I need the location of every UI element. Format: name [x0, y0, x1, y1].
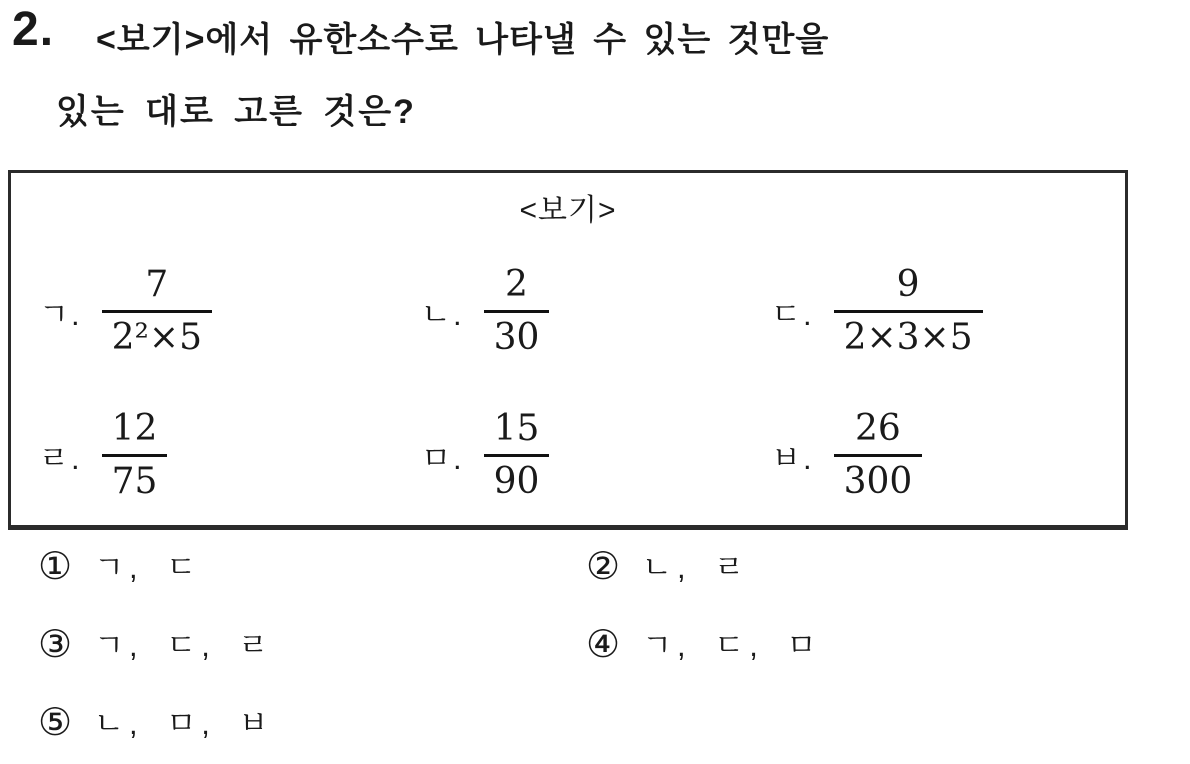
bogi-item-n	[421, 264, 771, 358]
choice-1-marker: ①	[38, 546, 73, 588]
bogi-item-m	[421, 408, 771, 502]
choice-4-marker: ④	[586, 624, 621, 666]
question-text-line2: 있는 대로 고른 것은?	[56, 93, 416, 131]
answer-choices	[38, 548, 1038, 742]
choice-3	[38, 626, 586, 664]
fraction-numerator: 9	[896, 264, 920, 306]
bogi-item-g	[11, 264, 421, 358]
choice-4	[586, 626, 1038, 664]
fraction-denominator: 75	[111, 460, 158, 502]
fraction	[484, 408, 550, 502]
fraction	[102, 264, 212, 358]
fraction	[834, 264, 983, 358]
bogi-item-b	[771, 408, 1125, 502]
choice-2-marker: ②	[586, 546, 621, 588]
item-label: ㄹ.	[39, 440, 82, 476]
question-text-line1: <보기>에서 유한소수로 나타낼 수 있는 것만을	[96, 21, 830, 59]
choice-3-marker: ③	[38, 624, 73, 666]
bogi-item-d	[771, 264, 1125, 358]
fraction-numerator: 15	[493, 408, 540, 450]
item-label: ㅂ.	[771, 440, 814, 476]
choice-5-marker: ⑤	[38, 702, 73, 744]
choice-3-text: ㄱ, ㄷ, ㄹ	[94, 627, 274, 663]
choice-4-text: ㄱ, ㄷ, ㅁ	[642, 627, 822, 663]
bogi-row-1	[11, 251, 1125, 371]
fraction	[484, 264, 550, 358]
fraction-numerator: 26	[855, 408, 901, 450]
fraction	[102, 408, 168, 502]
choice-5	[38, 704, 586, 742]
question-header	[12, 3, 830, 61]
fraction-denominator: 30	[493, 316, 540, 358]
choice-1	[38, 548, 586, 586]
bogi-row-2	[11, 395, 1125, 515]
item-label: ㅁ.	[421, 440, 464, 476]
fraction-denominator: 2²×5	[111, 316, 202, 358]
fraction-denominator: 300	[843, 460, 913, 502]
item-label: ㄷ.	[771, 296, 814, 332]
question-number: 2.	[12, 3, 55, 56]
choice-1-text: ㄱ, ㄷ	[94, 549, 202, 585]
fraction-numerator: 7	[145, 264, 169, 306]
fraction-numerator: 2	[505, 264, 528, 306]
item-label: ㄱ.	[39, 296, 82, 332]
item-label: ㄴ.	[421, 296, 464, 332]
fraction	[834, 408, 923, 502]
bogi-box-title: <보기>	[519, 194, 617, 227]
fraction-denominator: 90	[493, 460, 540, 502]
choice-2	[586, 548, 1038, 586]
bogi-item-r	[11, 408, 421, 502]
choice-5-text: ㄴ, ㅁ, ㅂ	[94, 705, 274, 741]
bogi-box	[8, 170, 1128, 530]
fraction-numerator: 12	[111, 408, 158, 450]
fraction-denominator: 2×3×5	[843, 316, 973, 358]
choice-2-text: ㄴ, ㄹ	[642, 549, 750, 585]
